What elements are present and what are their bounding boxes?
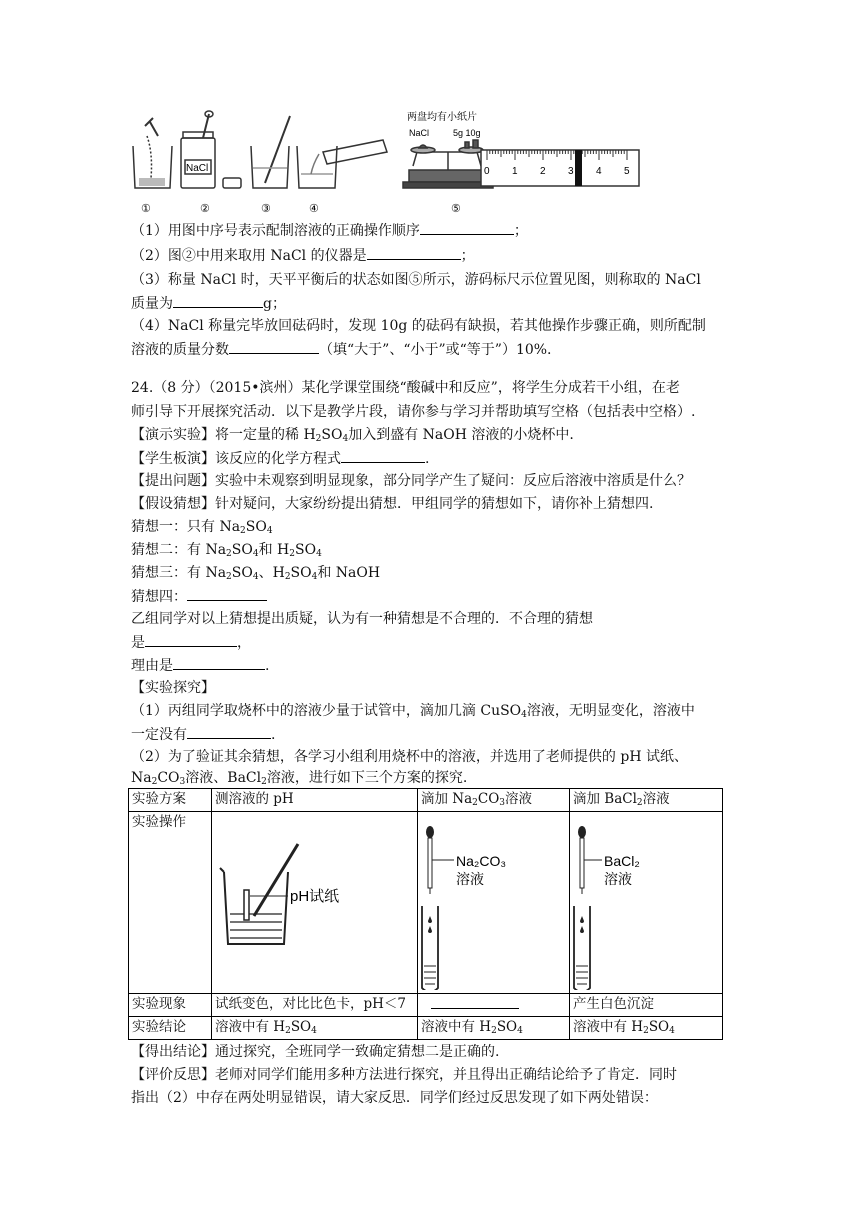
bacl2-label: BaCl₂ xyxy=(604,853,640,869)
table-cell: 实验现象 xyxy=(129,994,212,1017)
answer-blank-order[interactable] xyxy=(420,220,514,235)
table-row xyxy=(129,1017,723,1040)
q23-line3: （3）称量 NaCl 时，天平平衡后的状态如图⑤所示，游码标尺示位置见图，则称取的 NaCl xyxy=(131,272,701,288)
q24-intro1: 24.（8 分）（2015•滨州）某化学课堂围绕“酸碱中和反应”，将学生分成若干小组，在老 xyxy=(131,380,680,396)
guess-4: 猜想四： xyxy=(131,586,267,607)
na2co3-illustration-cell xyxy=(418,812,570,994)
table-cell: 实验结论 xyxy=(129,1017,212,1040)
ph-test-illustration-cell xyxy=(212,812,418,994)
step2-nacl-jar xyxy=(181,111,241,188)
bacl2-label-2: 溶液 xyxy=(604,872,632,888)
explore-2a: （2）为了验证其余猜想，各学习小组利用烧杯中的溶液，并选用了老师提供的 pH 试纸、 xyxy=(131,749,688,765)
table-row xyxy=(129,994,723,1017)
answer-blank-equation[interactable] xyxy=(341,448,425,463)
answer-blank-guess4[interactable] xyxy=(187,586,267,601)
table-header: 滴加 BaCl$_2$溶液 xyxy=(570,789,723,812)
step3-beaker-stir xyxy=(251,116,290,188)
table-cell xyxy=(418,994,570,1017)
table-cell: 溶液中有 $H_2SO_4$ xyxy=(570,1017,723,1040)
answer-blank-absent[interactable] xyxy=(187,724,271,739)
step-label-5: ⑤ xyxy=(451,202,461,215)
apparatus-figure xyxy=(125,108,645,218)
bacl2-illustration-cell xyxy=(570,812,723,994)
table-cell: 产生白色沉淀 xyxy=(570,994,723,1017)
reflection-line1: 【评价反思】老师对同学们能用多种方法进行探究，并且得出正确结论给予了肯定．同时 xyxy=(131,1067,677,1083)
q24-demo: 【演示实验】将一定量的稀 $H_2SO_4$加入到盛有 NaOH 溶液的小烧杯中. xyxy=(131,427,574,444)
answer-blank-fraction[interactable] xyxy=(229,339,319,354)
ruler-tick-label: 4 xyxy=(596,166,602,177)
step-label-4: ④ xyxy=(309,202,319,215)
ruler-tick-label: 5 xyxy=(624,166,630,177)
experiment-table xyxy=(128,788,723,1040)
balance-weights-label: 5g 10g xyxy=(453,128,481,138)
explore-1b: 一定没有 . xyxy=(131,724,275,745)
na2co3-label: Na₂CO₃ xyxy=(456,853,507,869)
q24-hypothesis: 【假设猜想】针对疑问，大家纷纷提出猜想．甲组同学的猜想如下，请你补上猜想四. xyxy=(131,496,654,512)
answer-blank-reason[interactable] xyxy=(173,655,265,670)
q24-board: 【学生板演】该反应的化学方程式 . xyxy=(131,448,429,469)
table-header: 滴加 $Na_2CO_3$溶液 xyxy=(418,789,570,812)
table-header: 实验方案 xyxy=(129,789,212,812)
table-cell: 溶液中有 $H_2SO_4$ xyxy=(212,1017,418,1040)
table-row xyxy=(129,789,723,812)
table-row xyxy=(129,812,723,994)
table-cell: 试纸变色，对比比色卡，pH＜7 xyxy=(212,994,418,1017)
answer-blank-phenomenon[interactable] xyxy=(431,994,519,1009)
step-label-2: ② xyxy=(200,202,210,215)
q24-intro2: 师引导下开展探究活动．以下是教学片段，请你参与学习并帮助填写空格（包括表中空格）. xyxy=(131,404,696,420)
table-cell: 实验操作 xyxy=(129,812,212,994)
answer-blank-mass[interactable] xyxy=(173,293,263,308)
group-b-line2: 是 ， xyxy=(131,632,251,653)
na2co3-dropper-tube xyxy=(420,820,550,990)
ruler xyxy=(481,150,639,186)
na2co3-label-2: 溶液 xyxy=(456,872,484,888)
ph-paper-label: pH试纸 xyxy=(290,888,340,905)
balance-nacl-label: NaCl xyxy=(409,128,430,138)
table-header: 测溶液的 pH xyxy=(212,789,418,812)
q23-line2: （2）图②中用来取用 NaCl 的仪器是 ； xyxy=(131,245,475,266)
table-cell: 溶液中有 $H_2SO_4$ xyxy=(418,1017,570,1040)
step5-balance xyxy=(403,140,493,188)
q24-ask: 【提出问题】实验中未观察到明显现象，部分同学产生了疑问：反应后溶液中溶质是什么？ xyxy=(131,473,691,489)
q23-line4b: 溶液的质量分数 （填“大于”、“小于”或“等于”）10%. xyxy=(131,339,552,360)
nacl-jar-label: NaCl xyxy=(186,163,209,174)
group-b-line1: 乙组同学对以上猜想提出质疑，认为有一种猜想是不合理的．不合理的猜想 xyxy=(131,611,593,627)
explore-1a: （1）丙组同学取烧杯中的溶液少量于试管中，滴加几滴 CuSO$_4$溶液，无明显变化，溶液中 xyxy=(131,703,695,720)
bacl2-dropper-tube xyxy=(572,820,702,990)
answer-blank-instrument[interactable] xyxy=(367,245,461,260)
guess-2: 猜想二：有 $Na_2SO_4$和 $H_2SO_4$ xyxy=(131,542,322,559)
reason-line: 理由是 . xyxy=(131,655,269,676)
step4-pour xyxy=(297,140,387,188)
reflection-line2: 指出（2）中存在两处明显错误，请大家反思．同学们经过反思发现了如下两处错误： xyxy=(131,1090,658,1106)
ruler-tick-label: 1 xyxy=(512,166,518,177)
step-label-1: ① xyxy=(141,202,151,215)
explore-tag: 【实验探究】 xyxy=(131,680,215,696)
q23-line3b: 质量为 g； xyxy=(131,293,286,314)
ruler-tick-label: 3 xyxy=(568,166,574,177)
answer-blank-unreasonable[interactable] xyxy=(145,632,237,647)
q23-line1: （1）用图中序号表示配制溶液的正确操作顺序 ； xyxy=(131,220,528,241)
ph-beaker-illustration xyxy=(218,842,358,952)
balance-note: 两盘均有小纸片 xyxy=(407,112,477,123)
guess-1: 猜想一：只有 $Na_2SO_4$ xyxy=(131,519,273,536)
explore-2b: $Na_2CO_3$溶液、BaCl$_2$溶液，进行如下三个方案的探究. xyxy=(131,770,468,787)
step-label-3: ③ xyxy=(261,202,271,215)
guess-3: 猜想三：有 $Na_2SO_4$、$H_2SO_4$和 NaOH xyxy=(131,565,381,582)
ruler-rider xyxy=(575,150,582,186)
ruler-tick-label: 2 xyxy=(540,166,546,177)
step1-beaker xyxy=(133,118,172,188)
q23-line4: （4）NaCl 称量完毕放回砝码时，发现 10g 的砝码有缺损，若其他操作步骤正确，则所配制 xyxy=(131,318,706,334)
ruler-tick-label: 0 xyxy=(484,166,490,177)
conclusion-line: 【得出结论】通过探究，全班同学一致确定猜想二是正确的. xyxy=(131,1044,500,1060)
